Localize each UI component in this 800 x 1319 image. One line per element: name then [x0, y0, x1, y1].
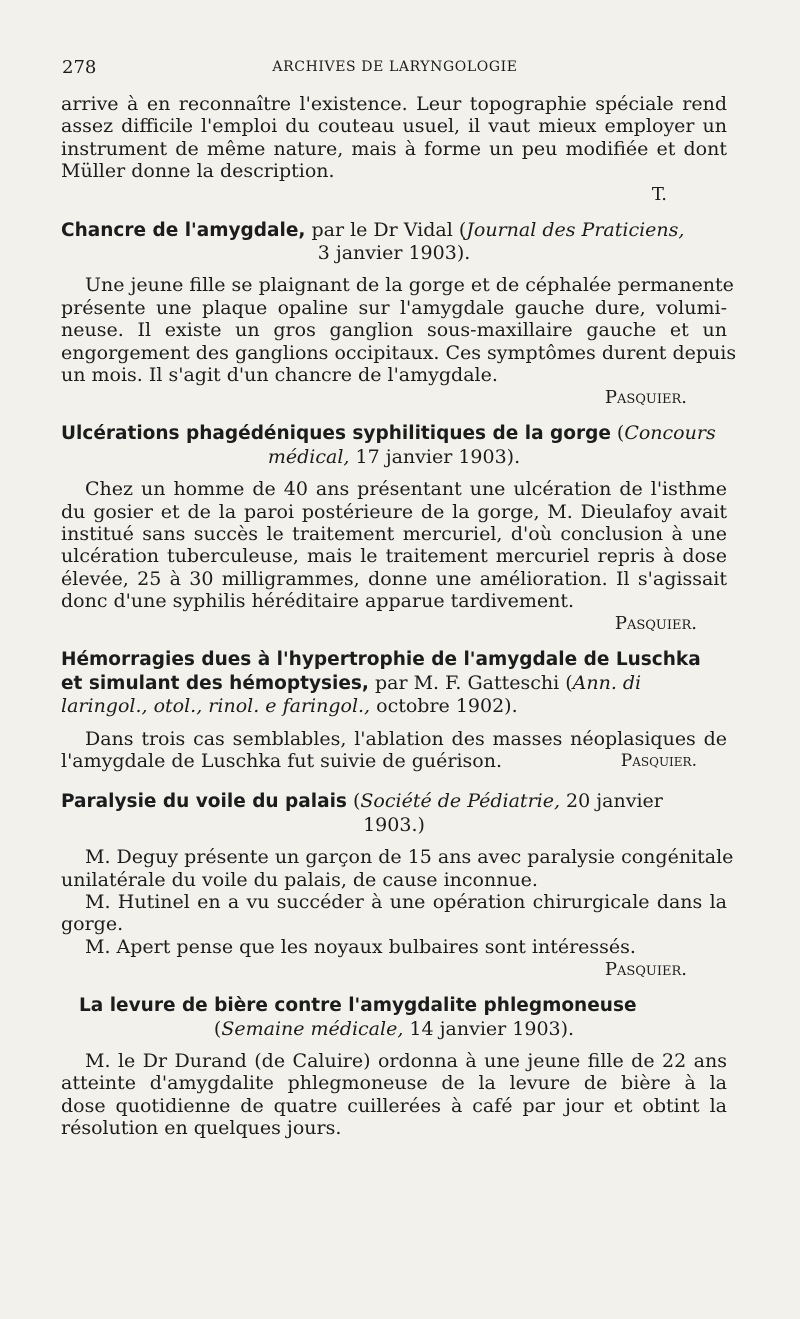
- text-line: l'amygdale de Luschka fut suivie de guérison. Pasquier.: [61, 750, 697, 773]
- title-journal: Journal des Praticiens,: [466, 218, 685, 241]
- text-line: Chez un homme de 40 ans présentant une ulcération de l'isthme: [85, 478, 727, 501]
- text-line: atteinte d'amygdalite phlegmoneuse de la levure de bière à la: [61, 1072, 727, 1095]
- text-line: neuse. Il existe un gros ganglion sous-maxillaire gauche et un: [61, 319, 727, 342]
- title-date: 3 janvier 1903).: [317, 241, 471, 264]
- article-title: [61, 994, 727, 1040]
- article-title: [61, 219, 727, 265]
- text-line: engorgement des ganglions occipitaux. Ces symptômes durent depuis: [61, 341, 737, 364]
- running-head: ARCHIVES DE LARYNGOLOGIE: [272, 59, 518, 75]
- title-bold: La levure de bière contre l'amygdalite phlegmoneuse: [79, 995, 637, 1017]
- text-line: ulcération tuberculeuse, mais le traitement mercuriel repris à dose: [61, 545, 727, 568]
- text-line: présente une plaque opaline sur l'amygdale gauche dure, volumi-: [61, 296, 727, 319]
- text-line: M. Deguy présente un garçon de 15 ans avec paralysie congénitale: [85, 846, 734, 869]
- signature: Pasquier.: [620, 751, 697, 772]
- text-line: du gosier et de la paroi postérieure de la gorge, M. Dieulafoy avait: [61, 500, 727, 523]
- signature: T.: [651, 183, 667, 205]
- title-source: (Concours: [610, 422, 716, 445]
- title-bold: Paralysie du voile du palais: [61, 791, 347, 813]
- title-date: (Semaine médicale, 14 janvier 1903).: [213, 1017, 575, 1040]
- signature: Pasquier.: [614, 613, 697, 635]
- title-date: médical, 17 janvier 1903).: [267, 445, 521, 468]
- text-line: unilatérale du voile du palais, de cause inconnue.: [61, 868, 538, 891]
- signature: Pasquier.: [604, 387, 687, 409]
- text-line: dose quotidienne de quatre cuillerées à café par jour et obtint la: [61, 1094, 727, 1117]
- title-bold: Hémorragies dues à l'hypertrophie de l'amygdale de Luschka: [61, 649, 701, 671]
- article-title: Hémorragies dues à l'hypertrophie de l'amygdale de Luschka et simulant des hémoptysies, par M. F. Gatteschi (Ann. di laringol., otol., rinol. e faringol., octobre 1902).: [61, 649, 701, 718]
- text-line: un mois. Il s'agit d'un chancre de l'amygdale.: [61, 363, 498, 386]
- article-text: [61, 478, 727, 612]
- article-text: [61, 274, 737, 386]
- article-title: Paralysie du voile du palais (Société de Pédiatrie, 20 janvier 1903.): [61, 790, 727, 836]
- signature: Pasquier.: [604, 959, 687, 981]
- text-line: Müller donne la description.: [61, 160, 335, 183]
- article-ulcerations: [61, 422, 727, 636]
- title-date: 1903.): [363, 813, 425, 836]
- text-line: Dans trois cas semblables, l'ablation des masses néoplasiques de: [85, 727, 727, 750]
- title-author: par le Dr Vidal (: [305, 218, 467, 241]
- page-body: [61, 93, 737, 1140]
- article-levure: [61, 994, 727, 1139]
- article-text: [61, 728, 727, 773]
- article-text: [61, 1050, 727, 1140]
- article-title: [61, 422, 727, 468]
- page-number: 278: [62, 57, 97, 78]
- page-header: [62, 57, 728, 83]
- article-paralysie: [61, 790, 734, 982]
- title-bold: Ulcérations phagédéniques syphilitiques de la gorge: [61, 423, 611, 445]
- text-line: M. le Dr Durand (de Caluire) ordonna à une jeune fille de 22 ans: [85, 1050, 727, 1073]
- text-line: résolution en quelques jours.: [61, 1117, 342, 1140]
- text-line: M. Apert pense que les noyaux bulbaires sont intéressés.: [85, 935, 636, 958]
- text-line: instrument de même nature, mais à forme un peu modifiée et dont: [61, 137, 727, 160]
- article-hemorragies: [61, 648, 727, 772]
- text-line: arrive à en reconnaître l'existence. Leur topographie spéciale rend: [61, 93, 727, 115]
- text-line: M. Hutinel en a vu succéder à une opération chirurgicale dans la: [85, 891, 727, 914]
- article-text: [61, 846, 734, 958]
- text-line: institué sans succès le traitement mercuriel, d'où conclusion à une: [61, 522, 727, 545]
- text-line: élevée, 25 à 30 milligrammes, donne une amélioration. Il s'agissait: [61, 567, 727, 590]
- article-chancre: [61, 218, 737, 411]
- intro-paragraph: [61, 93, 727, 183]
- text-line: Une jeune fille se plaignant de la gorge et de céphalée permanente: [85, 274, 734, 297]
- title-bold: Chancre de l'amygdale,: [61, 219, 306, 241]
- text-line: donc d'une syphilis héréditaire apparue tardivement.: [61, 590, 575, 613]
- text-line: gorge.: [61, 913, 124, 936]
- text-line: assez difficile l'emploi du couteau usuel, il vaut mieux employer un: [61, 115, 727, 138]
